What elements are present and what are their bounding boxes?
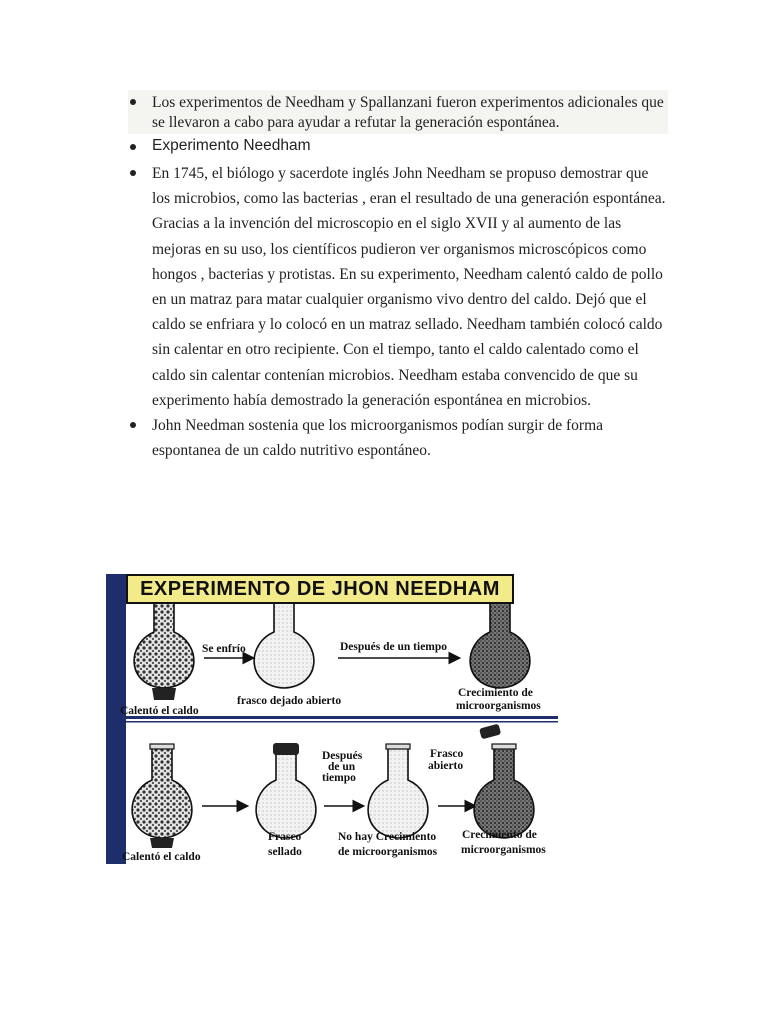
- flask-growth-bottom: [474, 724, 534, 838]
- needham-experiment-figure: [106, 574, 558, 864]
- list-item: [128, 90, 668, 134]
- label-no-growth-l1: No hay Crecimiento: [338, 831, 437, 843]
- label-no-growth-l2: de microorganismos: [338, 846, 438, 858]
- arrow-label-opened-l2: abierto: [428, 760, 464, 772]
- frame-left-bar: [106, 574, 126, 864]
- bullet-dot-icon: [130, 99, 136, 105]
- label-open-flask: frasco dejado abierto: [237, 695, 342, 707]
- bullet-list: [128, 90, 668, 463]
- arrow-label-after-time: Después de un tiempo: [340, 641, 448, 653]
- burner-icon: [152, 688, 176, 700]
- figure-title: EXPERIMENTO DE JHON NEEDHAM: [140, 577, 500, 600]
- label-growth-bottom-l2: microorganismos: [461, 844, 546, 856]
- label-growth-line2: microorganismos: [456, 700, 541, 712]
- flask-sealed-bottom: [256, 743, 316, 838]
- label-growth-bottom-l1: Crecimiento de: [462, 829, 537, 841]
- arrow-label-after-time-l3: tiempo: [322, 772, 356, 784]
- bullet-dot-icon: [130, 422, 136, 428]
- stopper-icon: [273, 743, 299, 755]
- flask-no-growth-bottom: [368, 744, 428, 838]
- list-item: [128, 413, 668, 463]
- section-heading: Experimento Needham: [152, 137, 311, 154]
- list-item: [128, 135, 668, 157]
- list-item: [128, 161, 668, 413]
- frame-divider-thin: [126, 721, 558, 723]
- flask-open-top: [254, 596, 314, 688]
- bullet-dot-icon: [130, 170, 136, 176]
- flask-growth-top: [470, 596, 530, 688]
- flask-heated-top: [134, 596, 194, 700]
- flask-heated-bottom: [132, 744, 192, 848]
- arrow-label-cooled: Se enfrío: [202, 643, 246, 655]
- label-sealed-l1: Frasco: [268, 831, 302, 843]
- bullet-dot-icon: [130, 144, 136, 150]
- conclusion-text: John Needman sostenia que los microorganismos podían surgir de forma espontanea de un caldo nutritivo espontáneo.: [152, 417, 603, 460]
- label-heated-broth: Calentó el caldo: [120, 705, 199, 717]
- arrow-label-after-time-l1: Después: [322, 750, 363, 762]
- experiment-description: En 1745, el biólogo y sacerdote inglés John Needham se propuso demostrar que los microbios, como las bacterias , eran el resultado de una generación espontánea. Gracias a la invención del microscopio en el siglo XVII y al aumento de las mejoras en su uso, los científicos pudieron ver organismos microscópicos como hongos , bacterias y protistas. En su experimento, Needham calentó caldo de pollo en un matraz para matar cualquier organismo vivo dentro del caldo. Dejó que el caldo se enfriara y lo colocó en un matraz sellado. Needham también colocó caldo sin calentar en otro recipiente. Con el tiempo, tanto el caldo calentado como el caldo sin calentar contenían microbios. Needham estaba convencido de que su experimento había demostrado la generación espontánea en microbios.: [152, 165, 666, 409]
- burner-icon: [150, 838, 174, 848]
- intro-text: Los experimentos de Needham y Spallanzani fueron experimentos adicionales que se llevaron a cabo para ayudar a refutar la generación espontánea.: [152, 94, 664, 131]
- label-sealed-l2: sellado: [268, 846, 302, 858]
- figure-title-bar: [126, 574, 514, 604]
- arrow-label-opened-l1: Frasco: [430, 748, 464, 760]
- arrow-label-after-time-l2: de un: [328, 761, 356, 773]
- label-growth-line1: Crecimiento de: [458, 687, 533, 699]
- label-heated-broth-bottom: Calentó el caldo: [122, 851, 201, 863]
- removed-stopper-icon: [479, 724, 501, 740]
- experiment-diagram: [106, 574, 558, 864]
